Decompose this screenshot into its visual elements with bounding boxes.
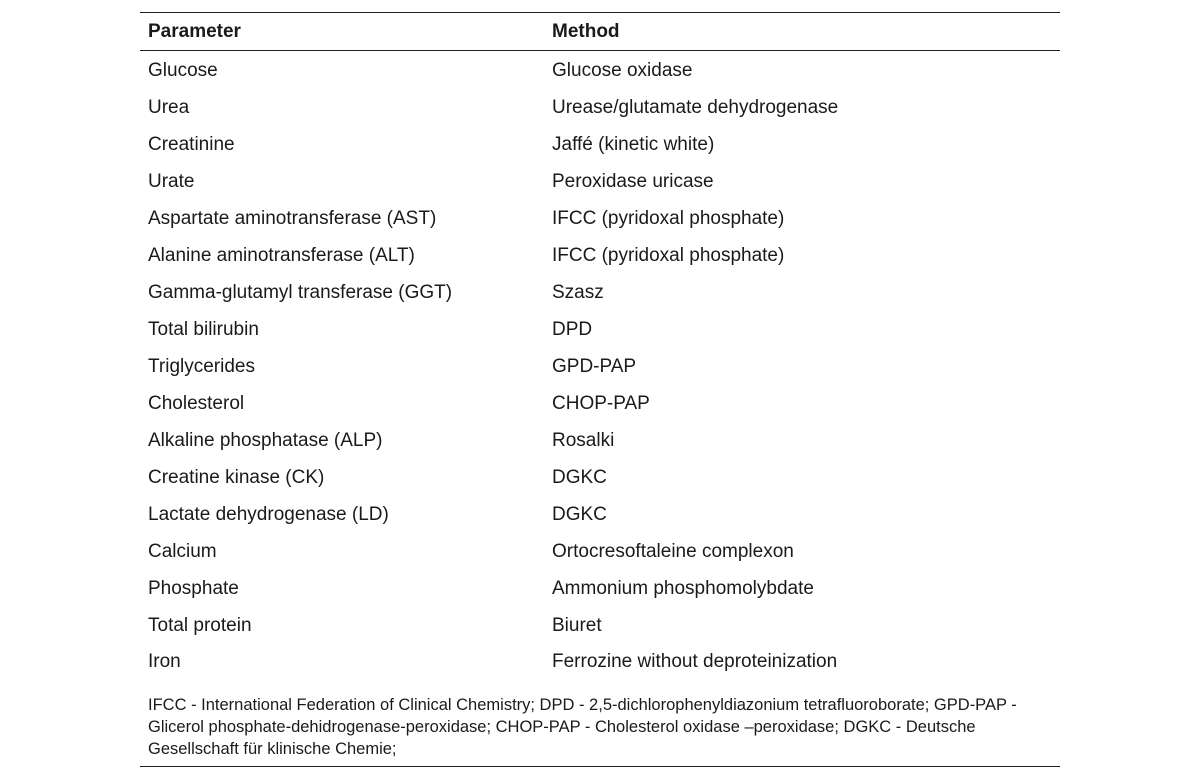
cell-parameter: Cholesterol	[148, 392, 245, 414]
table-row	[140, 238, 1060, 275]
cell-parameter: Lactate dehydrogenase (LD)	[148, 503, 389, 525]
cell-method: Ammonium phosphomolybdate	[552, 577, 814, 599]
cell-method: CHOP-PAP	[552, 392, 650, 414]
table-row	[140, 312, 1060, 349]
cell-parameter: Glucose	[148, 60, 218, 82]
cell-method: Peroxidase uricase	[552, 171, 714, 193]
table-row	[140, 496, 1060, 533]
cell-method: Rosalki	[552, 429, 615, 451]
cell-method: Ortocresoftaleine complexon	[552, 540, 794, 562]
cell-method: Glucose oxidase	[552, 60, 693, 82]
table-row	[140, 349, 1060, 386]
cell-method: Urease/glutamate dehydrogenase	[552, 97, 839, 119]
cell-method: DGKC	[552, 503, 607, 525]
methods-table	[140, 12, 1060, 767]
table-footnote: IFCC - International Federation of Clinical Chemistry; DPD - 2,5-dichlorophenyldiazonium tetrafluoroborate; GPD-PAP - Glicerol phosphate-dehidrogenase-peroxidase; CHOP-PAP - Cholesterol oxidase –peroxidase; DGKC - Deutsche Gesellschaft für klinische Chemie;	[148, 695, 1017, 758]
table-row	[140, 275, 1060, 312]
cell-method: Biuret	[552, 614, 602, 636]
header-parameter: Parameter	[148, 20, 241, 42]
cell-parameter: Urea	[148, 97, 190, 119]
cell-method: Jaffé (kinetic white)	[552, 134, 715, 156]
cell-parameter: Calcium	[148, 540, 217, 562]
table-row	[140, 164, 1060, 201]
cell-parameter: Alkaline phosphatase (ALP)	[148, 429, 383, 451]
table-body	[140, 51, 1060, 681]
cell-parameter: Creatine kinase (CK)	[148, 466, 325, 488]
table-row	[140, 644, 1060, 681]
table-row	[140, 385, 1060, 422]
cell-parameter: Alanine aminotransferase (ALT)	[148, 245, 415, 267]
table-row	[140, 201, 1060, 238]
table-row	[140, 53, 1060, 90]
table-row	[140, 90, 1060, 127]
cell-parameter: Total bilirubin	[148, 319, 259, 341]
table-header-row	[140, 13, 1060, 50]
table-row	[140, 607, 1060, 644]
cell-parameter: Phosphate	[148, 577, 239, 599]
cell-parameter: Gamma-glutamyl transferase (GGT)	[148, 282, 453, 304]
cell-parameter: Iron	[148, 651, 181, 673]
table-bottom-rule	[140, 766, 1060, 767]
header-method: Method	[552, 20, 620, 42]
cell-method: DGKC	[552, 466, 607, 488]
cell-method: Ferrozine without deproteinization	[552, 651, 838, 673]
cell-method: IFCC (pyridoxal phosphate)	[552, 245, 785, 267]
cell-parameter: Urate	[148, 171, 195, 193]
cell-method: IFCC (pyridoxal phosphate)	[552, 208, 785, 230]
cell-parameter: Creatinine	[148, 134, 235, 156]
table-row	[140, 533, 1060, 570]
cell-method: DPD	[552, 319, 593, 341]
cell-parameter: Triglycerides	[148, 355, 255, 377]
cell-parameter: Aspartate aminotransferase (AST)	[148, 208, 437, 230]
table-row	[140, 570, 1060, 607]
table-row	[140, 459, 1060, 496]
cell-parameter: Total protein	[148, 614, 252, 636]
cell-method: Szasz	[552, 282, 604, 304]
table-row	[140, 422, 1060, 459]
table-row	[140, 127, 1060, 164]
cell-method: GPD-PAP	[552, 355, 637, 377]
